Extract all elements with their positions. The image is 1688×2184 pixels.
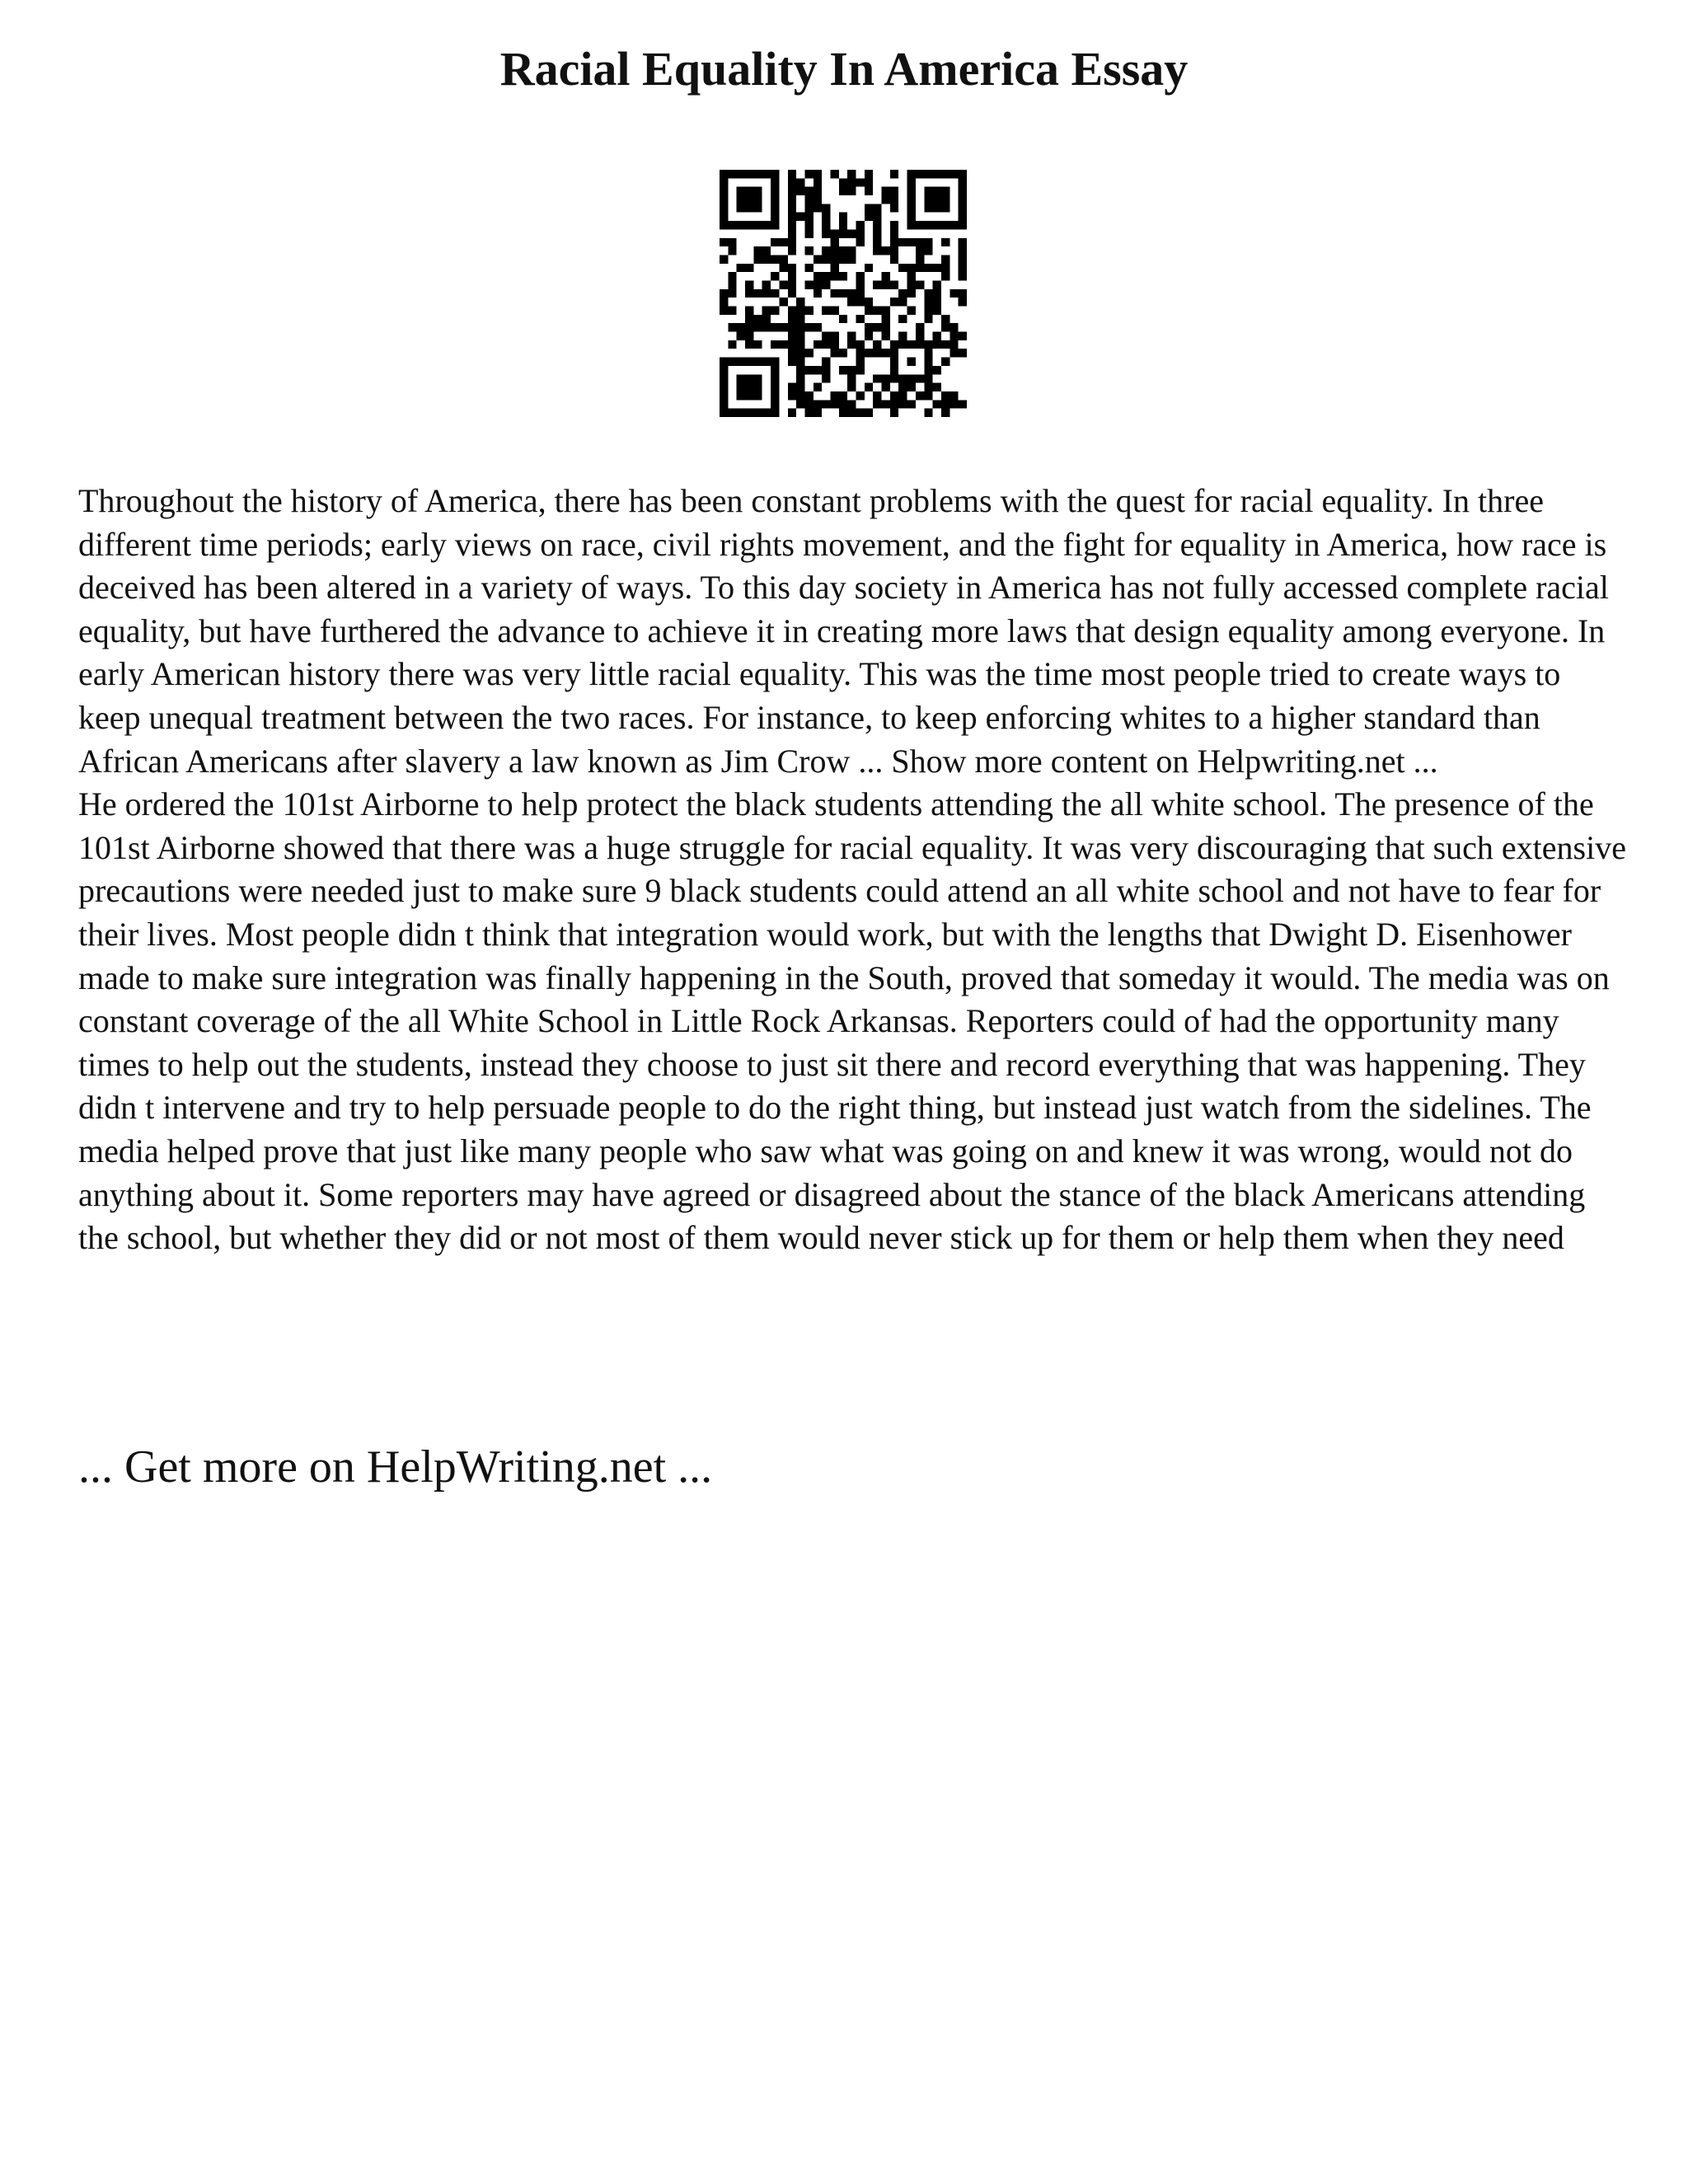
page-title: Racial Equality In America Essay [499, 42, 1189, 96]
essay-body [78, 480, 1628, 1260]
essay-paragraph-1: Throughout the history of America, there has been constant problems with the quest for racial equality. In three different time periods; early views on race, civil rights movement, and the fight for equality in America, how race is deceived has been altered in a variety of ways. To this day society in America has not fully accessed complete racial equality, but have furthered the advance to achieve it in creating more laws that design equality among everyone. In early American history there was very little racial equality. This was the time most people tried to create ways to keep unequal treatment between the two races. For instance, to keep enforcing whites to a higher standard than African Americans after slavery a law known as Jim Crow ... Show more content on Helpwriting.net ... [78, 482, 1609, 780]
essay-paragraph-2: He ordered the 101st Airborne to help protect the black students attending the all white school. The presence of the 101st Airborne showed that there was a huge struggle for racial equality. It was very discouraging that such extensive precautions were needed just to make sure 9 black students could attend an all white school and not have to fear for their lives. Most people didn t think that integration would work, but with the lengths that Dwight D. Eisenhower made to make sure integration was finally happening in the South, proved that someday it would. The media was on constant coverage of the all White School in Little Rock Arkansas. Reporters could of had the opportunity many times to help out the students, instead they choose to just sit there and record everything that was happening. They didn t intervene and try to help persuade people to do the right thing, but instead just watch from the sidelines. The media helped prove that just like many people who saw what was going on and knew it was wrong, would not do anything about it. Some reporters may have agreed or disagreed about the stance of the black Americans attending the school, but whether they did or not most of them would never stick up for them or help them when they need [78, 785, 1626, 1257]
get-more-link[interactable]: ... Get more on HelpWriting.net ... [78, 1441, 713, 1493]
qr-code-icon[interactable] [720, 170, 967, 417]
